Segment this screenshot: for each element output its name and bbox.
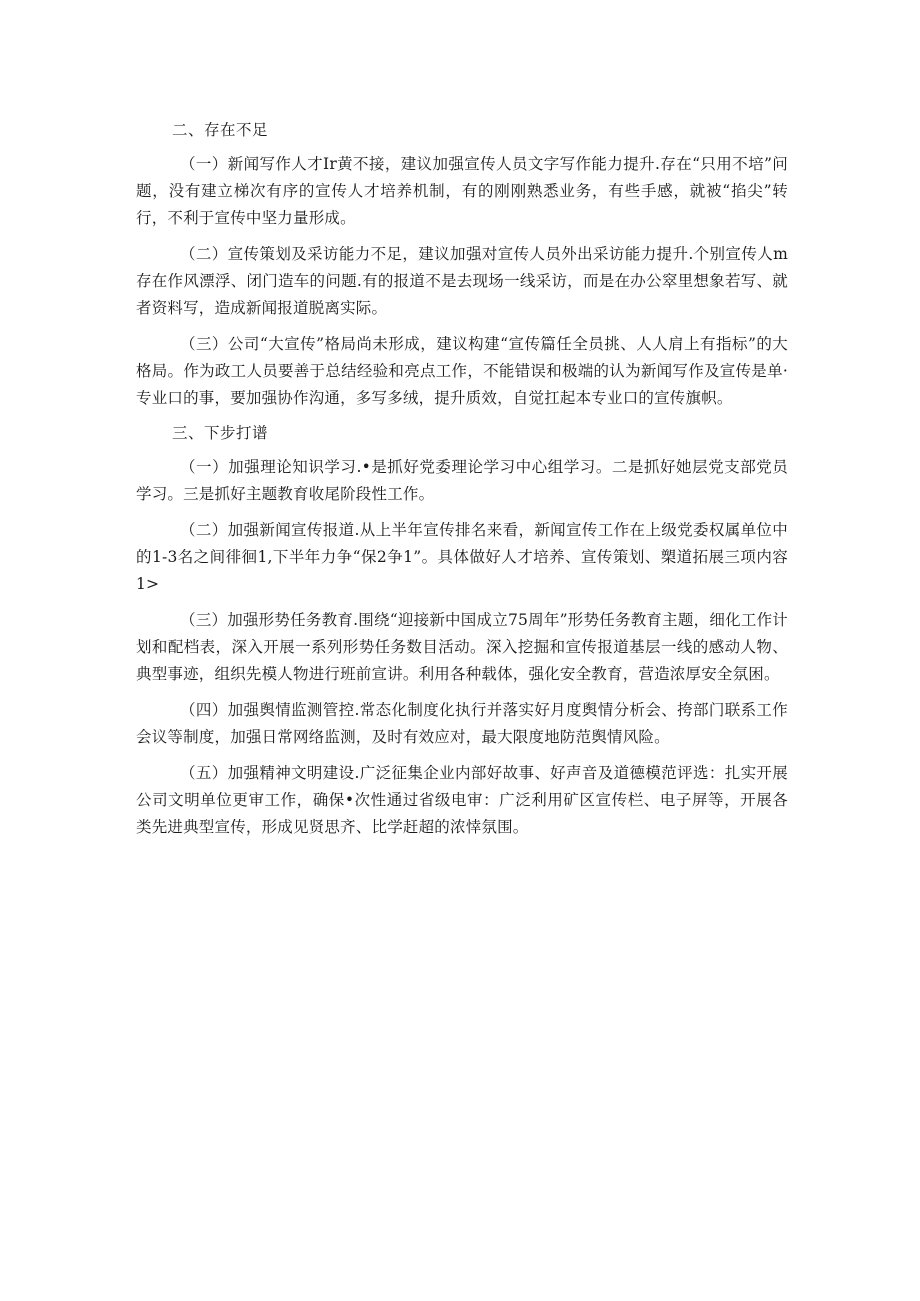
paragraph-next-step-3: （三）加强形势任务教育.围绕“迎接新中国成立75周年”形势任务教育主题，细化工作计划和配档表，深入开展一系列形势任务数目活动。深入挖掘和宣传报道基层一线的感动人物、典型事迹，组织先模人物进行班前宣讲。利用各种载体，强化安全教育，营造浓厚安全氛困。 <box>136 611 788 683</box>
paragraph-shortcoming-3: （三）公司“大宣传”格局尚未形成，建议构建“宣传篇任全员挑、人人肩上有指标”的大格局。作为政工人员要善于总结经验和亮点工作，不能错误和极端的认为新闻写作及宣传是单·专业口的事，要加强协作沟通，多写多绒，提升质效，自觉扛起本专业口的宣传旗帜。 <box>136 335 788 407</box>
paragraph-next-step-1: （一）加强理论知识学习.•是抓好党委理论学习中心组学习。二是抓好她层党支部党员学习。三是抓好主题教育收尾阶段性工作。 <box>136 458 788 503</box>
section-heading-next-steps: 三、下步打谱 <box>172 424 269 442</box>
paragraph-shortcoming-2: （二）宣传策划及采访能力不足，建议加强对宣传人员外出采访能力提升.个别宣传人m存在作风漂浮、闭门造车的问题.有的报道不是去现场一线采访，而是在办公窣里想象若写、就者资料写，造成新闻报道脱离实际。 <box>136 245 788 317</box>
paragraph-next-step-2: （二）加强新闻宣传报道.从上半年宣传排名来看，新闻宣传工作在上级党委权属单位中的1-3名之间徘徊1,下半年力争“保2争1”。具体做好人才培养、宣传策划、槊道拓展三项内容1> <box>136 521 788 593</box>
document-body <box>136 118 788 850</box>
paragraph-next-step-5: （五）加强精神文明建设.广泛征集企业内部好故事、好声音及道德模范评选：扎实开展公司文明单位更审工作，确保•次性通过省级电审：广泛利用矿区宣传栏、电子屏等，开展各类先进典型宣传，形成见贤思齐、比学赶超的浓悻氛围。 <box>136 764 788 836</box>
paragraph-next-step-4: （四）加强舆情监测管控.常态化制度化执行并落实好月度舆情分析会、挎部门联系工作会议等制度，加强日常网络监测，及时有效应对，最大限度地防范舆情风险。 <box>136 701 788 746</box>
paragraph-shortcoming-1: （一）新闻写作人才Ir黄不接，建议加强宣传人员文字写作能力提升.存在“只用不培”问题，没有建立梯次有序的宣传人才培养机制，有的刚刚熟悉业务，有些手感，就被“掐尖”转行，不利于宣传中坚力量形成。 <box>136 155 788 227</box>
section-heading-shortcomings: 二、存在不足 <box>172 121 269 139</box>
